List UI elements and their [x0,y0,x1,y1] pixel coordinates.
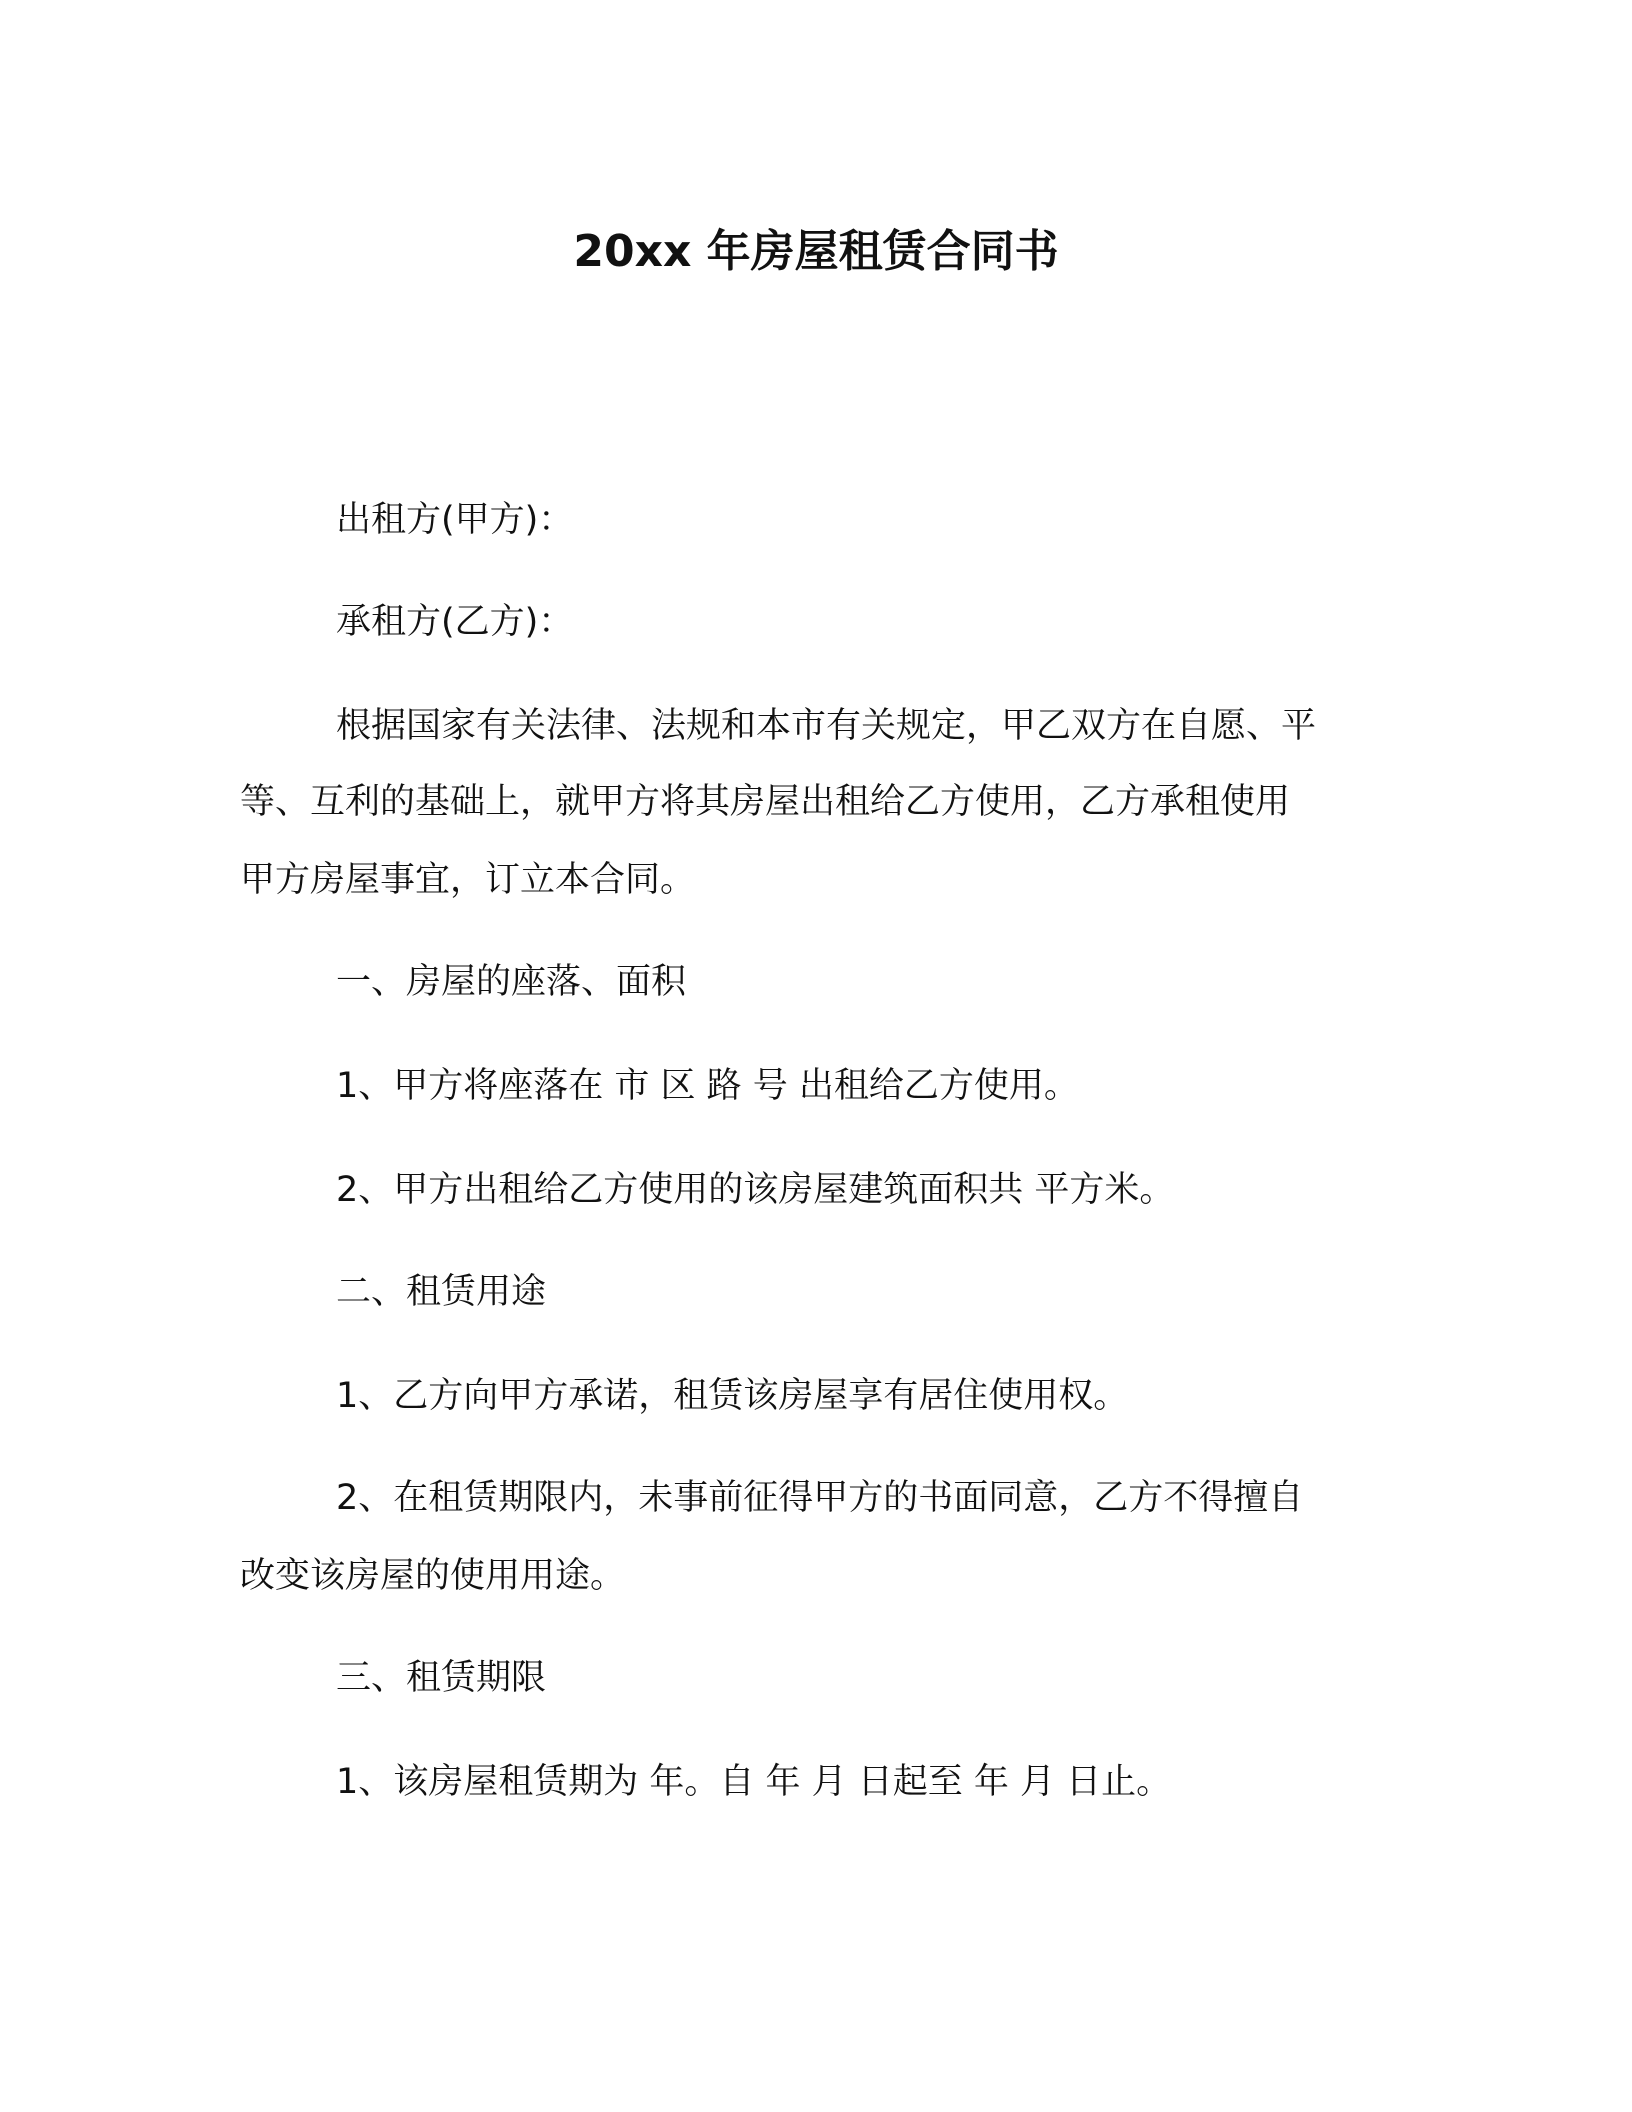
lessor-line: 出租方(甲方)： [336,500,574,540]
preamble-line-2: 等、互利的基础上，就甲方将其房屋出租给乙方使用，乙方承租使用 [240,782,1291,822]
section-1-heading: 一、房屋的座落、面积 [336,962,687,1002]
section-1-item-2: 2、甲方出租给乙方使用的该房屋建筑面积共 平方米。 [336,1170,1175,1210]
section-3-heading: 三、租赁期限 [336,1658,547,1698]
section-2-item-2-line-1: 2、在租赁期限内，未事前征得甲方的书面同意，乙方不得擅自 [336,1478,1304,1518]
preamble-line-3: 甲方房屋事宜，订立本合同。 [240,860,696,900]
preamble-line-1: 根据国家有关法律、法规和本市有关规定，甲乙双方在自愿、平 [336,706,1317,746]
section-2-heading: 二、租赁用途 [336,1272,547,1312]
document-title: 20xx 年房屋租赁合同书 [573,226,1059,277]
section-1-item-1: 1、甲方将座落在 市 区 路 号 出租给乙方使用。 [336,1066,1079,1106]
section-3-item-1: 1、该房屋租赁期为 年。自 年 月 日起至 年 月 日止。 [336,1762,1172,1802]
lessee-line: 承租方(乙方)： [336,602,574,642]
section-2-item-2-line-2: 改变该房屋的使用用途。 [240,1556,626,1596]
section-2-item-1: 1、乙方向甲方承诺，租赁该房屋享有居住使用权。 [336,1376,1129,1416]
